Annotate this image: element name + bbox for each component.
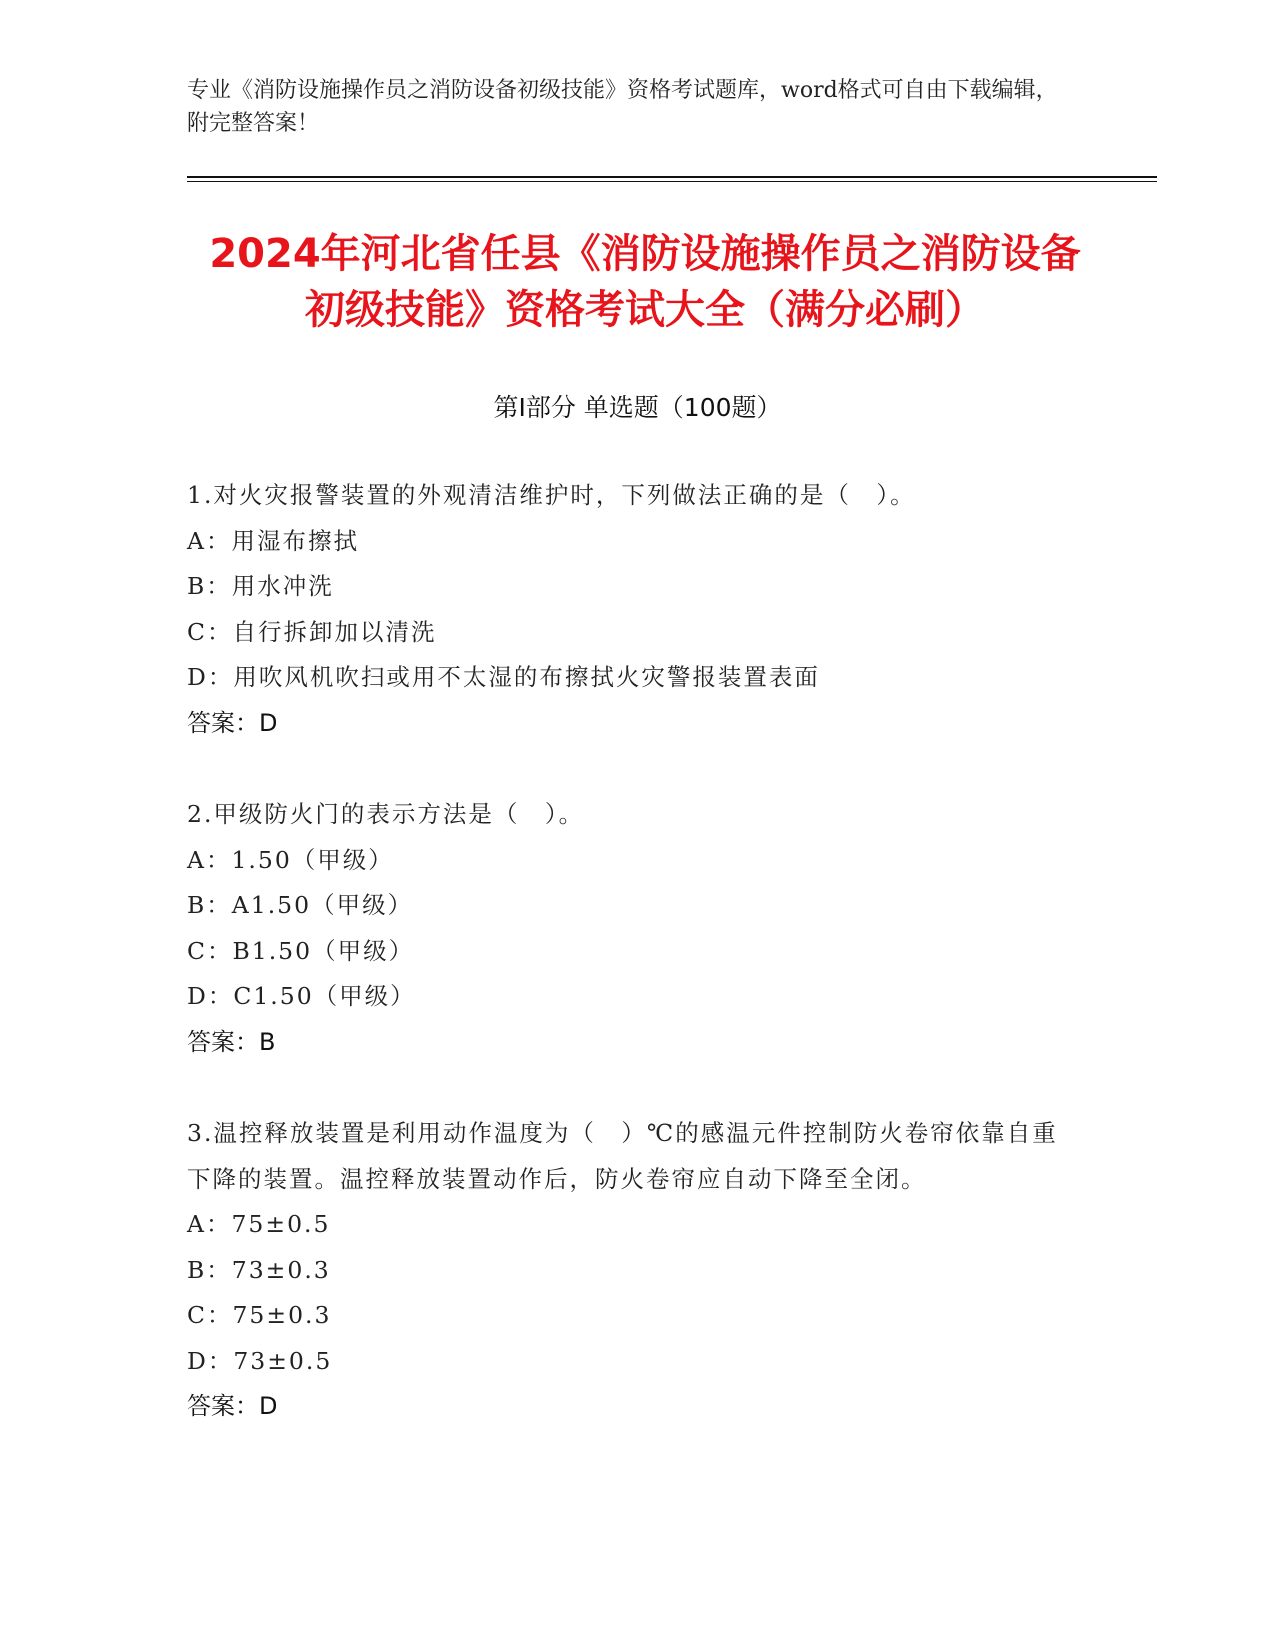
option-d: D：用吹风机吹扫或用不太湿的布擦拭火灾警报装置表面: [187, 663, 820, 691]
question-list: [187, 473, 1067, 1476]
question-2: [187, 792, 1067, 1065]
option-b: B：73±0.3: [187, 1255, 331, 1284]
option-b: B：用水冲洗: [187, 572, 334, 600]
option-d: D：C1.50（甲级）: [187, 982, 416, 1010]
option-c: C：75±0.3: [187, 1301, 332, 1329]
question-stem: 2.甲级防火门的表示方法是（ ）。: [187, 800, 585, 828]
option-a: A：1.50（甲级）: [187, 845, 394, 874]
option-a: A：75±0.5: [187, 1210, 331, 1238]
option-a: A：用湿布擦拭: [187, 526, 359, 555]
question-stem: 3.温控释放装置是利用动作温度为（ ）℃的感温元件控制防火卷帘依靠自重下降的装置。温控释放装置动作后，防火卷帘应自动下降至全闭。: [187, 1119, 1058, 1193]
answer: 答案：D: [187, 708, 278, 737]
question-1: [187, 473, 1067, 746]
answer: 答案：B: [187, 1027, 276, 1056]
section-heading: 第Ⅰ部分 单选题（100题）: [493, 393, 782, 422]
option-c: C：自行拆卸加以清洗: [187, 617, 437, 646]
header-note: 专业《消防设施操作员之消防设备初级技能》资格考试题库，word格式可自由下载编辑，附完整答案！: [187, 78, 1058, 136]
option-d: D：73±0.5: [187, 1346, 333, 1375]
header-divider-thick: [187, 176, 1157, 178]
question-3: [187, 1111, 1067, 1430]
option-c: C：B1.50（甲级）: [187, 936, 415, 965]
option-b: B：A1.50（甲级）: [187, 891, 414, 919]
answer: 答案：D: [187, 1392, 278, 1420]
question-stem: 1.对火灾报警装置的外观清洁维护时，下列做法正确的是（ ）。: [187, 481, 916, 509]
document-title: 2024年河北省任县《消防设施操作员之消防设备初级技能》资格考试大全（满分必刷）: [209, 231, 1081, 333]
header-divider-thin: [187, 181, 1157, 182]
